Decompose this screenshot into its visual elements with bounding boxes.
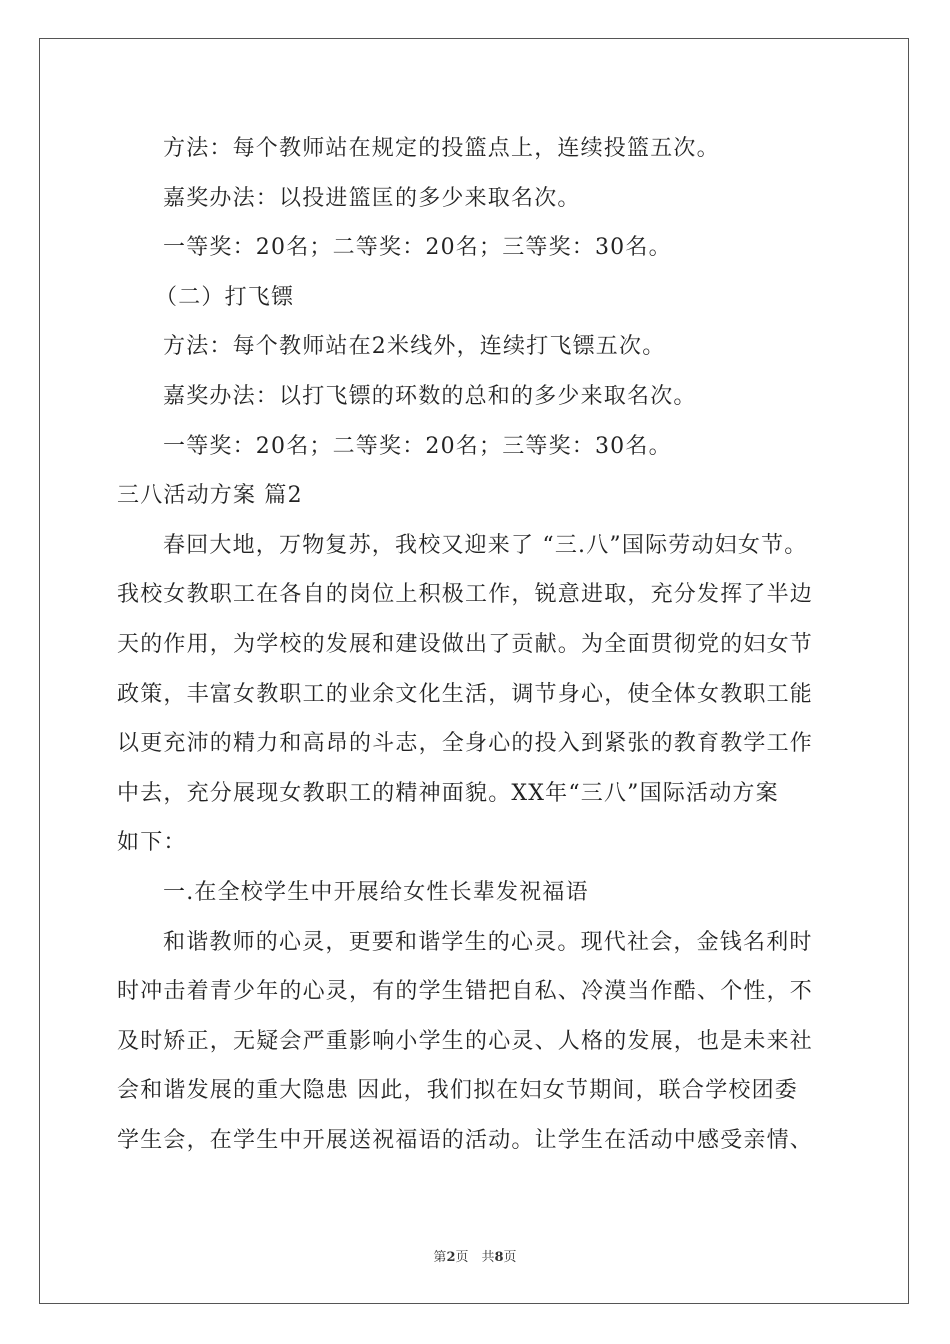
section-heading: （二）打飞镖: [155, 284, 295, 310]
paragraph-line: 时冲击着青少年的心灵，有的学生错把自私、冷漠当作酷、个性，不: [117, 979, 814, 1005]
paragraph-line: 春回大地，万物复苏，我校又迎来了 “三.八”国际劳动妇女节。: [163, 532, 808, 558]
paragraph-line: 一等奖：20名；二等奖：20名；三等奖：30名。: [163, 235, 672, 261]
article-title: 三八活动方案 篇2: [117, 483, 303, 509]
paragraph-line: 和谐教师的心灵，更要和谐学生的心灵。现代社会，金钱名利时: [163, 929, 813, 955]
paragraph-line: 方法：每个教师站在2米线外，连续打飞镖五次。: [163, 334, 666, 360]
paragraph-line: 方法：每个教师站在规定的投篮点上，连续投篮五次。: [163, 136, 720, 161]
paragraph-line: 一等奖：20名；二等奖：20名；三等奖：30名。: [163, 433, 672, 459]
paragraph-line: 嘉奖办法：以打飞镖的环数的总和的多少来取名次。: [163, 383, 697, 409]
document-body: [117, 124, 837, 1165]
paragraph-line: 我校女教职工在各自的岗位上积极工作，锐意进取，充分发挥了半边: [117, 582, 814, 608]
section-heading: 一.在全校学生中开展给女性长辈发祝福语: [163, 879, 589, 905]
total-page-number: 8: [494, 1250, 504, 1265]
paragraph-line: 及时矫正，无疑会严重影响小学生的心灵、人格的发展，也是未来社: [117, 1028, 814, 1054]
page-suffix: 页: [503, 1250, 517, 1265]
paragraph-line: 天的作用，为学校的发展和建设做出了贡献。为全面贯彻党的妇女节: [117, 631, 814, 657]
paragraph-line: 政策，丰富女教职工的业余文化生活，调节身心，使全体女教职工能: [117, 681, 814, 707]
page-mid: 页 共: [455, 1250, 495, 1265]
current-page-number: 2: [446, 1250, 456, 1265]
paragraph-line: 中去，充分展现女教职工的精神面貌。XX年“三八”国际活动方案: [117, 780, 779, 806]
paragraph-line: 嘉奖办法：以投进篮匡的多少来取名次。: [163, 185, 581, 211]
page-footer: [0, 1246, 950, 1265]
paragraph-line: 学生会，在学生中开展送祝福语的活动。让学生在活动中感受亲情、: [117, 1127, 814, 1153]
paragraph-line: 以更充沛的精力和高昂的斗志，全身心的投入到紧张的教育教学工作: [117, 731, 814, 757]
paragraph-line: 如下：: [117, 830, 187, 856]
paragraph-line: 会和谐发展的重大隐患 因此，我们拟在妇女节期间，联合学校团委: [117, 1078, 798, 1104]
page-prefix: 第: [433, 1250, 447, 1265]
